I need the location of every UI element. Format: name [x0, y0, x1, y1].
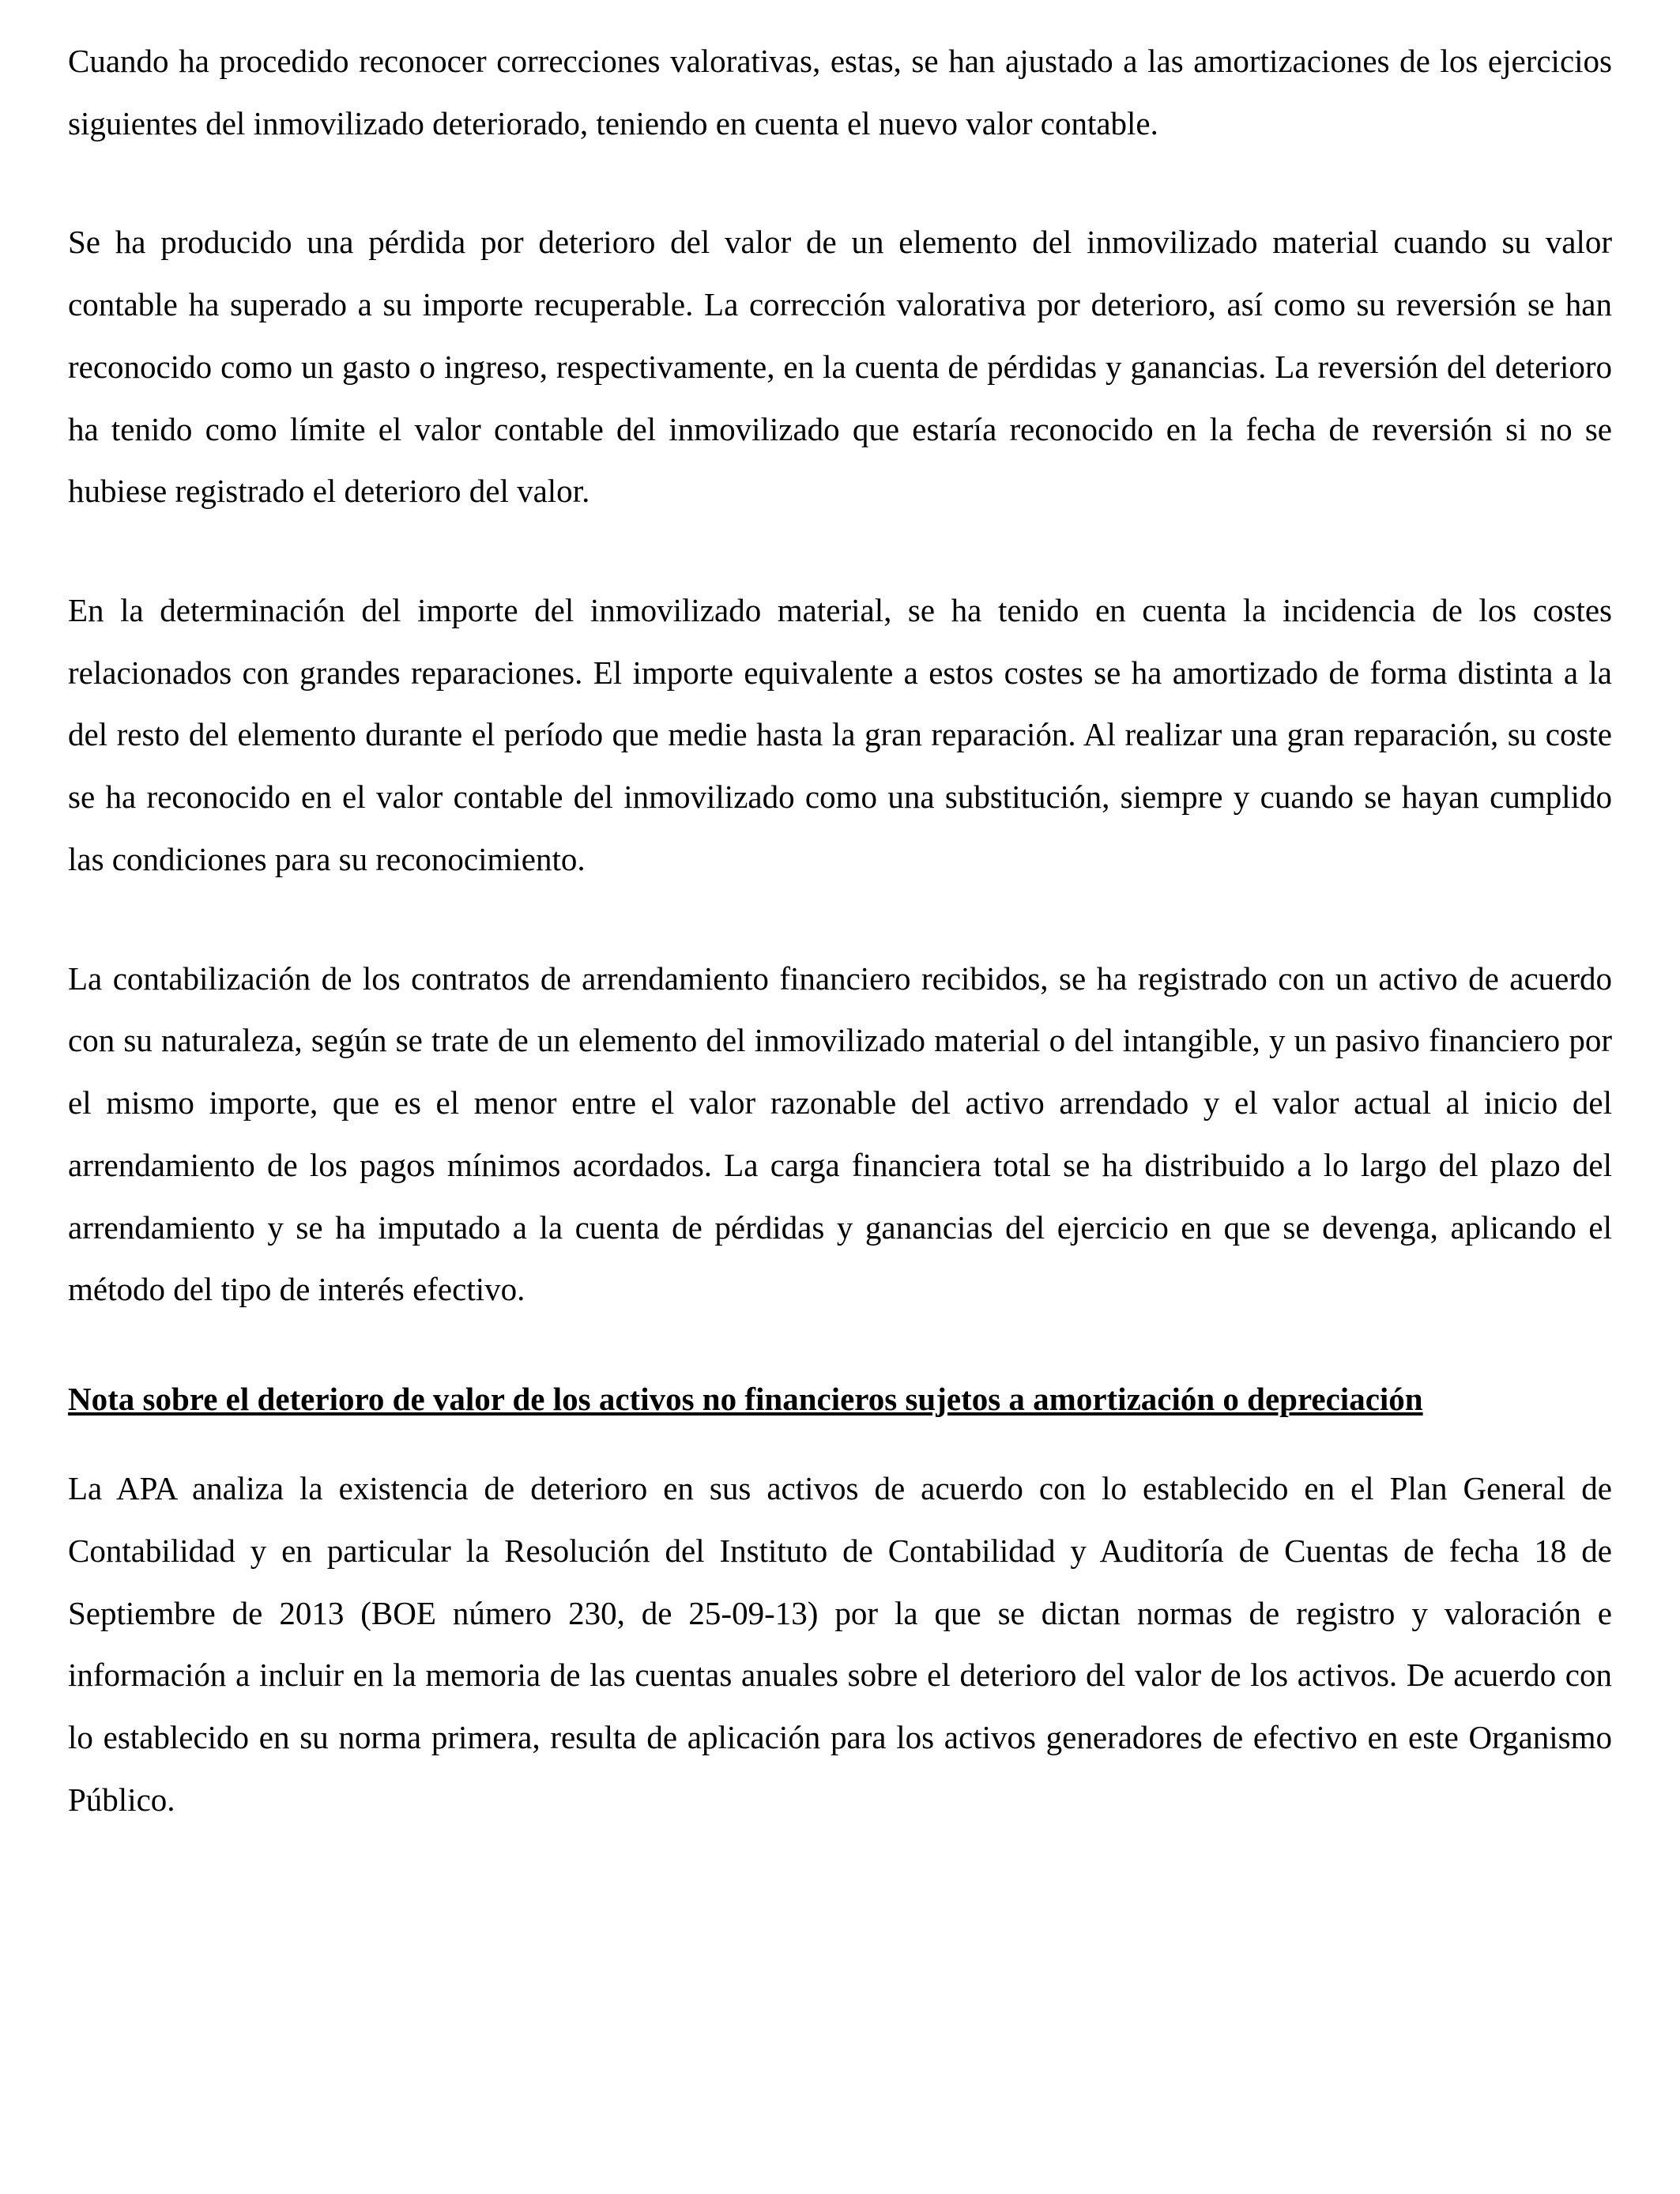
- paragraph-finance-leases: La contabilización de los contratos de arrendamiento financiero recibidos, se ha registrado con un activo de acuerdo con su naturaleza, según se trate de un elemento del inmovilizado material o del intangible, y un pasivo financiero por el mismo importe, que es el menor entre el valor razonable del activo arrendado y el valor actual al inicio del arrendamiento de los pagos mínimos acordados. La carga financiera total se ha distribuido a lo largo del plazo del arrendamiento y se ha imputado a la cuenta de pérdidas y ganancias del ejercicio en que se devenga, aplicando el método del tipo de interés efectivo.: [68, 959, 1612, 1308]
- paragraph-apa-impairment-note: La APA analiza la existencia de deterioro en sus activos de acuerdo con lo establecido en el Plan General de Contabilidad y en particular la Resolución del Instituto de Contabilidad y Auditoría de Cuentas de fecha 18 de Septiembre de 2013 (BOE número 230, de 25-09-13) por la que se dictan normas de registro y valoración e información a incluir en la memoria de las cuentas anuales sobre el deterioro del valor de los activos. De acuerdo con lo establecido en su norma primera, resulta de aplicación para los activos generadores de efectivo en este Organismo Público.: [68, 1470, 1612, 1818]
- paragraph-impairment-loss: Se ha producido una pérdida por deterioro del valor de un elemento del inmovilizado material cuando su valor contable ha superado a su importe recuperable. La corrección valorativa por deterioro, así como su reversión se han reconocido como un gasto o ingreso, respectivamente, en la cuenta de pérdidas y ganancias. La reversión del deterioro ha tenido como límite el valor contable del inmovilizado que estaría reconocido en la fecha de reversión si no se hubiese registrado el deterioro del valor.: [68, 224, 1612, 510]
- paragraph-major-repairs: En la determinación del importe del inmovilizado material, se ha tenido en cuenta la incidencia de los costes relacionados con grandes reparaciones. El importe equivalente a estos costes se ha amortizado de forma distinta a la del resto del elemento durante el período que medie hasta la gran reparación. Al realizar una gran reparación, su coste se ha reconocido en el valor contable del inmovilizado como una substitución, siempre y cuando se hayan cumplido las condiciones para su reconocimiento.: [68, 592, 1612, 877]
- section-heading: Nota sobre el deterioro de valor de los activos no financieros sujetos a amortización o depreciación: [68, 1380, 1423, 1417]
- paragraph-impairment-adjustments: Cuando ha procedido reconocer correcciones valorativas, estas, se han ajustado a las amortizaciones de los ejercicios siguientes del inmovilizado deteriorado, teniendo en cuenta el nuevo valor contable.: [68, 43, 1612, 141]
